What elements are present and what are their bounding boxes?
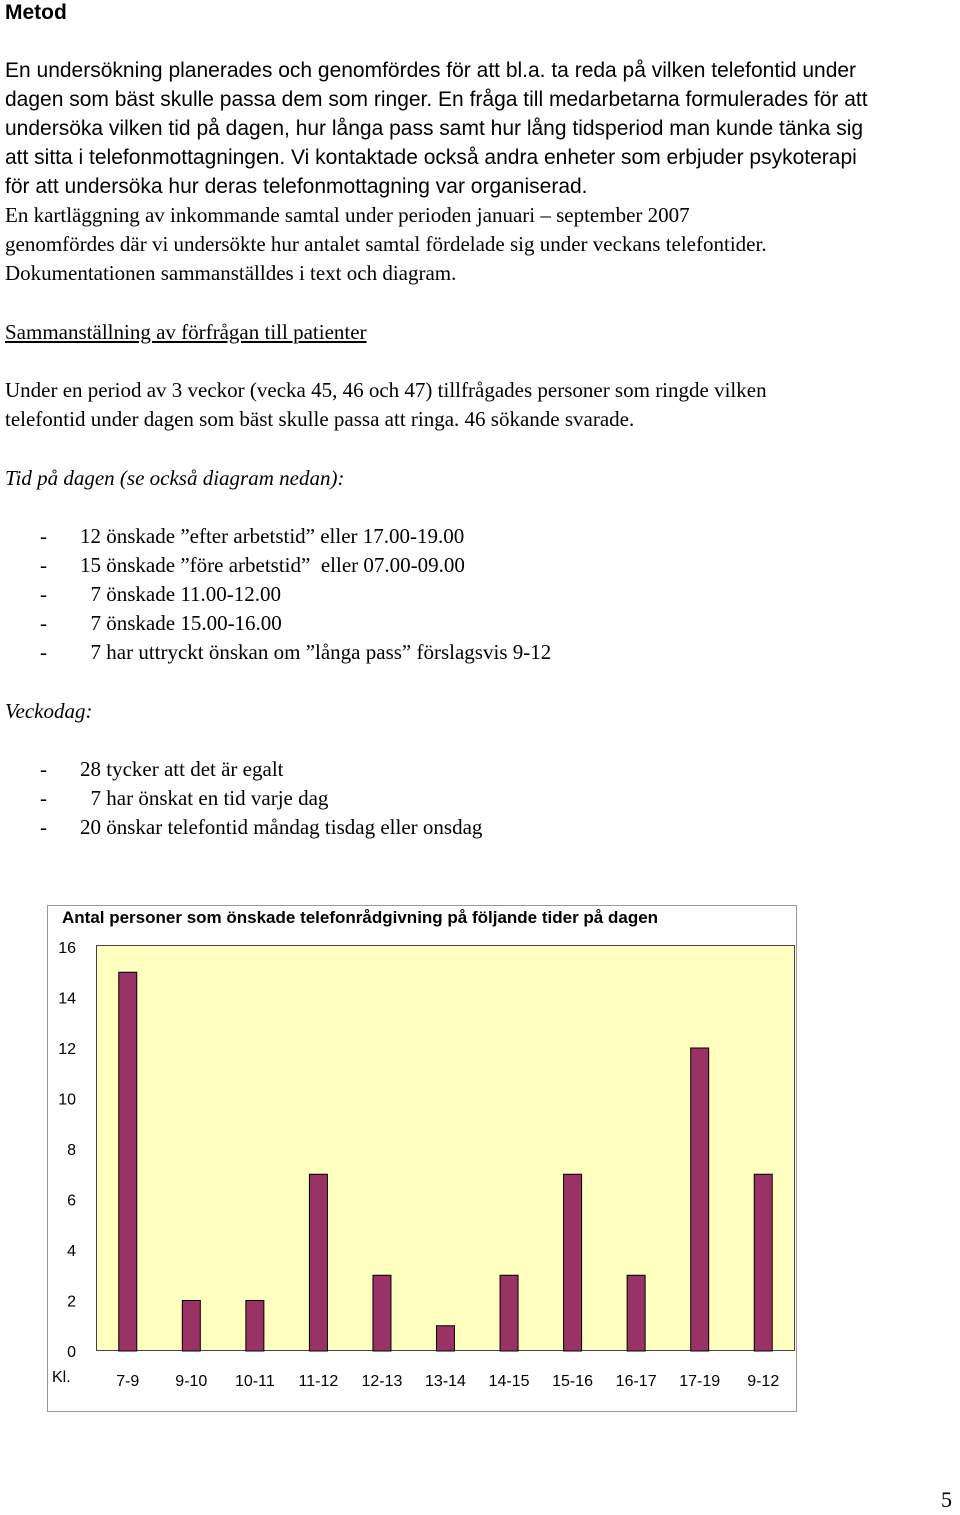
list-item-text: 28 tycker att det är egalt — [80, 757, 284, 781]
x-tick-label: 7-9 — [116, 1373, 140, 1390]
bar — [691, 1048, 709, 1351]
bar — [564, 1174, 582, 1351]
bar — [119, 972, 137, 1351]
y-tick-label: 4 — [67, 1243, 76, 1260]
bar — [754, 1174, 772, 1351]
method-line: dagen som bäst skulle passa dem som ringer. En fråga till medarbetarna formulerades för att — [5, 88, 868, 111]
y-tick-label: 0 — [67, 1344, 76, 1361]
y-tick-label: 10 — [58, 1091, 76, 1109]
bar — [182, 1301, 200, 1352]
survey-line: Under en period av 3 veckor (vecka 45, 46 och 47) tillfrågades personer som ringde vilken — [5, 378, 767, 402]
dash: - — [40, 757, 47, 781]
y-tick-label: 8 — [67, 1142, 76, 1159]
page-number: 5 — [941, 1487, 952, 1512]
x-tick-label: 11-12 — [298, 1373, 339, 1390]
list-item-text: 15 önskade ”före arbetstid” eller 07.00-09.00 — [80, 553, 465, 577]
bar — [373, 1275, 391, 1351]
method-line: En undersökning planerades och genomfördes för att bl.a. ta reda på vilken telefontid under — [5, 59, 857, 82]
x-tick-label: 16-17 — [615, 1373, 657, 1390]
method-line: undersöka vilken tid på dagen, hur långa pass samt hur lång tidsperiod man kunde tänka sig — [5, 117, 864, 140]
section-heading: Metod — [5, 1, 67, 24]
y-tick-label: 12 — [58, 1041, 76, 1058]
time-of-day-heading: Tid på dagen (se också diagram nedan): — [5, 466, 345, 490]
dash: - — [40, 815, 47, 839]
dash: - — [40, 611, 47, 635]
dash: - — [40, 524, 47, 548]
bar — [627, 1275, 645, 1351]
dash: - — [40, 582, 47, 606]
list-item-text: 7 har önskat en tid varje dag — [80, 786, 329, 810]
x-tick-label: 13-14 — [425, 1373, 466, 1390]
dash: - — [40, 786, 47, 810]
x-tick-label: 17-19 — [679, 1373, 721, 1390]
bar — [246, 1301, 264, 1352]
y-tick-label: 2 — [67, 1293, 76, 1311]
chart-title: Antal personer som önskade telefonrådgivning på följande tider på dagen — [62, 908, 659, 927]
mapping-line: genomfördes där vi undersökte hur antalet samtal fördelade sig under veckans telefontider. — [5, 232, 767, 256]
subheading: Sammanställning av förfrågan till patienter — [5, 320, 367, 344]
bar — [500, 1275, 518, 1351]
survey-line: telefontid under dagen som bäst skulle passa att ringa. 46 sökande svarade. — [5, 407, 635, 431]
list-item-text: 7 önskade 15.00-16.00 — [80, 611, 282, 635]
dash: - — [40, 553, 47, 577]
y-tick-label: 16 — [58, 940, 76, 957]
list-item-text: 12 önskade ”efter arbetstid” eller 17.00-19.00 — [80, 524, 465, 548]
weekday-heading: Veckodag: — [5, 699, 93, 723]
dash: - — [40, 640, 47, 664]
x-tick-label: 10-11 — [234, 1373, 275, 1390]
x-tick-label: 15-16 — [552, 1373, 594, 1390]
mapping-line: Dokumentationen sammanställdes i text och diagram. — [5, 261, 457, 285]
method-line: att sitta i telefonmottagningen. Vi kontaktade också andra enheter som erbjuder psykoterapi — [5, 146, 857, 169]
list-item-text: 20 önskar telefontid måndag tisdag eller onsdag — [80, 815, 483, 839]
bar — [437, 1326, 455, 1351]
x-tick-label: 12-13 — [361, 1373, 403, 1390]
x-tick-label: 9-10 — [175, 1373, 208, 1390]
x-tick-label: 9-12 — [747, 1373, 780, 1390]
list-item-text: 7 önskade 11.00-12.00 — [80, 582, 282, 606]
list-item-text: 7 har uttryckt önskan om ”långa pass” förslagsvis 9-12 — [80, 640, 552, 664]
x-tick-label: 14-15 — [488, 1373, 530, 1390]
y-tick-label: 14 — [58, 990, 76, 1008]
x-axis-label: Kl. — [52, 1369, 71, 1386]
bar — [309, 1174, 327, 1351]
method-line: för att undersöka hur deras telefonmottagning var organiserad. — [5, 175, 588, 198]
y-tick-label: 6 — [67, 1192, 76, 1210]
mapping-line: En kartläggning av inkommande samtal under perioden januari – september 2007 — [5, 203, 690, 227]
